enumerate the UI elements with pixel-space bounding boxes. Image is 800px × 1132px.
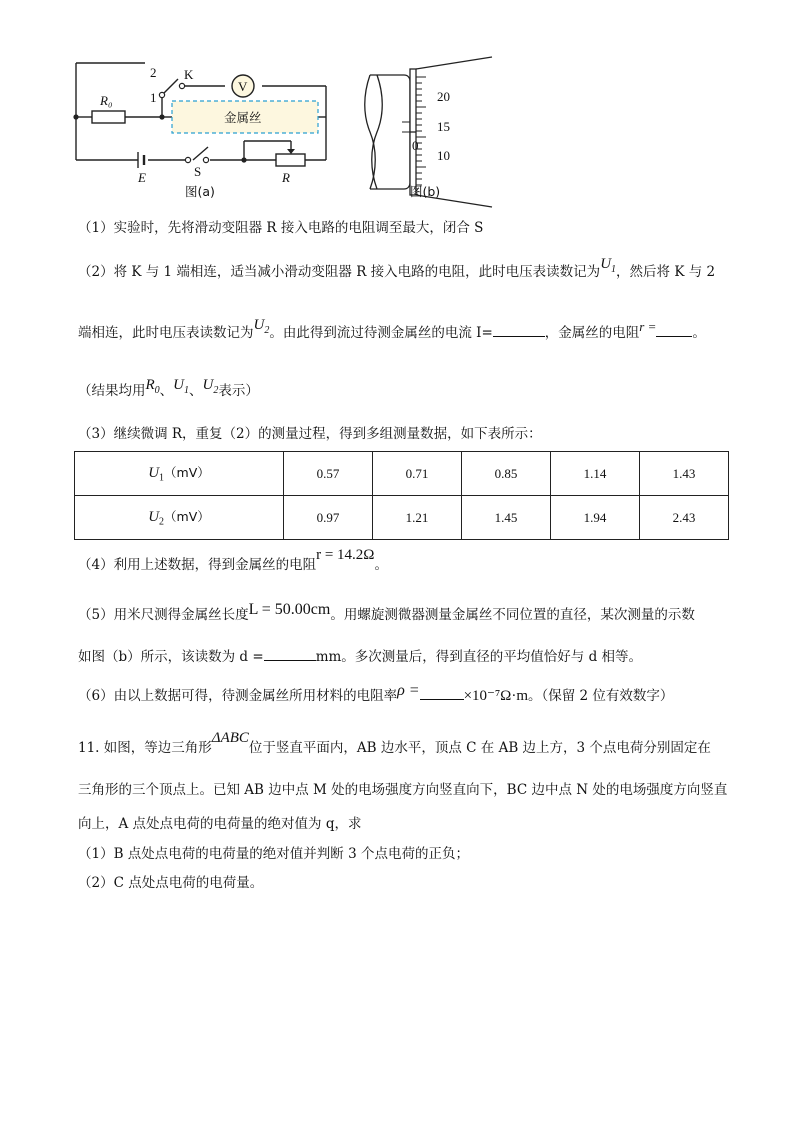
q3-text: （3）继续微调 R，重复（2）的测量过程，得到多组测量数据，如下表所示： [78,426,542,442]
label-wire: 金属丝 [224,110,262,125]
table-row [75,496,729,540]
table-cell: 0.85 [462,452,551,496]
data-table [74,451,729,540]
caption-a: 图(a) [185,184,215,199]
resistivity-blank[interactable] [420,687,464,700]
r-symbol: r = [639,319,657,334]
table-cell: 1.43 [640,452,729,496]
q6-line [78,682,674,705]
diameter-blank[interactable] [264,648,316,661]
q5-line2-b: mm。多次测量后，得到直径的平均值恰好与 d 相等。 [315,649,643,665]
label-e: E [138,170,146,185]
table-cell: 1.21 [373,496,462,540]
label-2: 2 [150,65,157,80]
q5-line2-a: 如图（b）所示，该读数为 d = [78,649,264,665]
table-cell: 1.94 [551,496,640,540]
current-blank[interactable] [493,324,545,337]
u2-symbol: $U_2$ [253,317,270,336]
q1-text: （1）实验时，先将滑动变阻器 R 接入电路的电阻调至最大，闭合 S [78,220,484,236]
scale-20: 20 [437,89,450,104]
label-s: S [194,164,202,179]
table-cell: 2.43 [640,496,729,540]
resistivity-unit: ×10⁻⁷Ω·m [463,688,528,704]
label-r: R [282,170,290,185]
micrometer-diagram [360,55,500,210]
rho-symbol: ρ = [397,682,420,699]
q11-line2: 三角形的三个顶点上。已知 AB 边中点 M 处的电场强度方向竖直向下，BC 边中点 N 处的电场强度方向竖直 [78,782,728,798]
row-header-u2: $U_2(mV)$ [75,496,284,540]
q11-sub1: （1）B 点处点电荷的电荷量的绝对值并判断 3 个点电荷的正负； [78,846,469,862]
label-r0: R₀ [100,93,113,108]
q2-part2: ，然后将 K 与 2 [616,264,716,280]
q4-text: （4）利用上述数据，得到金属丝的电阻 [78,557,317,573]
table-cell: 1.14 [551,452,640,496]
q11-line1-a: 11. 如图，等边三角形 [78,740,212,756]
q2-line2-a: 端相连，此时电压表读数记为 [78,325,254,341]
q5-formula: L = 50.00cm [248,601,331,618]
q2-part1: （2）将 K 与 1 端相连，适当减小滑动变阻器 R 接入电路的电阻，此时电压表读数记为 [78,264,601,280]
resistance-blank[interactable] [656,324,692,337]
scale-10: 10 [437,148,450,163]
caption-b: 图(b) [410,184,441,199]
q2-line2-b: 。由此得到流过待测金属丝的电流 I= [269,325,493,341]
q2-line2-end: 。 [692,325,706,341]
q4-line: （4）利用上述数据，得到金属丝的电阻r = 14.2Ω。 [78,547,388,573]
label-k: K [184,67,194,82]
table-cell: 1.45 [462,496,551,540]
q5-line2 [78,648,642,666]
label-1: 1 [150,90,157,105]
q6-text-b: 。（保留 2 位有效数字） [528,688,674,704]
q5-text-b: 。用螺旋测微器测量金属丝不同位置的直径，某次测量的示数 [330,607,695,623]
table-row [75,452,729,496]
q11-line1-b: 位于竖直平面内，AB 边水平，顶点 C 在 AB 边上方，3 个点电荷分别固定在 [248,740,711,756]
q2-line1 [78,256,716,287]
table-cell: 0.57 [284,452,373,496]
q11-line3: 向上，A 点处点电荷的电荷量的绝对值为 q，求 [78,816,362,832]
q4-formula: r = 14.2Ω [316,547,375,563]
q5-line1 [78,601,695,624]
circuit-diagram [60,55,340,210]
scale-15: 15 [437,119,450,134]
scale-0: 0 [412,138,419,153]
table-cell: 0.71 [373,452,462,496]
q6-text-a: （6）由以上数据可得，待测金属丝所用材料的电阻率 [78,688,398,704]
q2-line2-c: ，金属丝的电阻 [544,325,640,341]
row-header-u1: $U_1(mV)$ [75,452,284,496]
q11-sub2: （2）C 点处点电荷的电荷量。 [78,875,264,891]
table-cell: 0.97 [284,496,373,540]
q2-note: （结果均用$R_0$、$U_1$、$U_2$表示） [78,377,259,399]
u1-symbol: $U_1$ [600,256,617,275]
triangle-symbol: ΔABC [211,730,249,746]
q5-text-a: （5）用米尺测得金属丝长度 [78,607,249,623]
label-v: V [238,79,248,94]
q2-line2 [78,317,706,348]
q11-line1 [78,730,711,757]
